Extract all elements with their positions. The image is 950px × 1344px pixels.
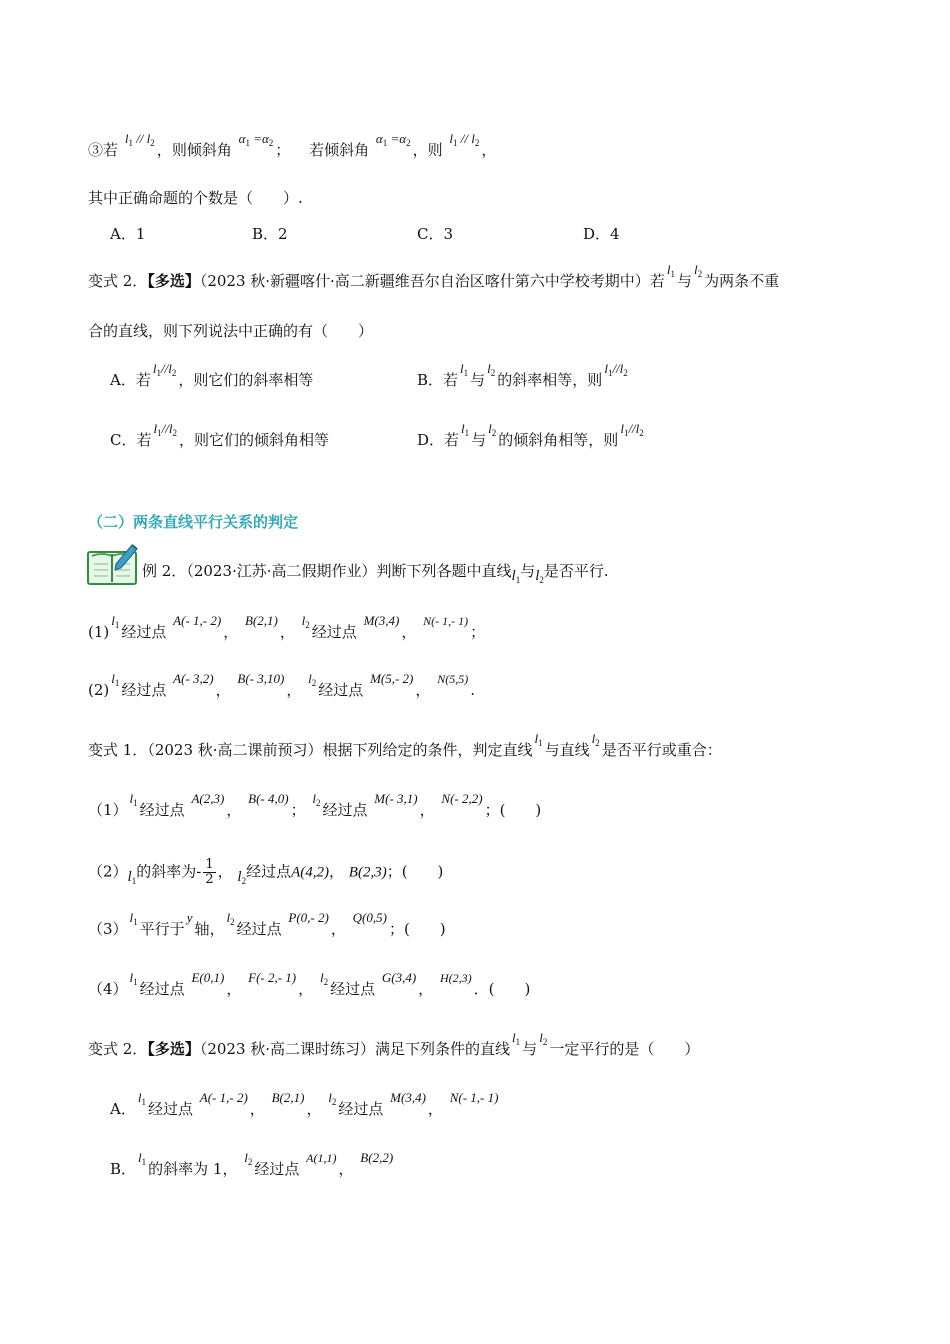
math-l1-parallel-l2: $l_1//l_2$ xyxy=(604,361,628,378)
point-a: A(- 1,- 2) xyxy=(173,613,222,628)
point-m: M(3,4) xyxy=(363,613,400,628)
answer-blank: ．( ) xyxy=(473,980,531,998)
v2b-option-a: A．$l_1$ 经过点 A(- 1,- 2)， B(2,1)， $l_2$ 经过点 M(3,4)， N(- 1,- 1) xyxy=(110,1090,499,1118)
text-tail: 为两条不重 xyxy=(704,272,780,290)
variant-text: （2023 秋·高二课时练习）满足下列条件的直线 xyxy=(199,1040,511,1058)
option-c: C．3 xyxy=(417,225,454,243)
math-l2: $l_2$ xyxy=(535,568,544,585)
point-g: G(3,4) xyxy=(381,970,417,985)
math-l2: $l_2$ xyxy=(226,910,235,927)
text-then: 则 xyxy=(427,141,443,159)
math-l1-parallel-l2: $l_1//l_2$ xyxy=(153,421,177,438)
math-l1-parallel-l2: $l_1 // l_2$ xyxy=(124,131,155,148)
point-n: N(- 2,2) xyxy=(441,791,483,806)
math-l1: $l_1$ xyxy=(461,421,470,438)
variant2-header xyxy=(88,262,780,297)
fraction-one-half: $\frac{1}{2}$ xyxy=(205,857,214,887)
math-l2: $l_2$ xyxy=(237,868,247,886)
text-yu: 与 xyxy=(522,1040,538,1058)
variant-label: 变式 1． xyxy=(88,741,148,759)
point-b: B(2,3) xyxy=(348,864,387,881)
text-yu: 与 xyxy=(676,272,692,290)
math-l2: $l_2$ xyxy=(312,791,321,808)
point-m: M(3,4) xyxy=(390,1090,426,1105)
math-l1: $l_1$ xyxy=(666,262,675,279)
text-tail: 是否平行. xyxy=(543,562,609,580)
text-ruo: 若 xyxy=(103,141,119,159)
point-a: A(4,2) xyxy=(291,864,329,881)
math-l1: $l_1$ xyxy=(460,361,469,378)
point-b: B(2,2) xyxy=(360,1150,394,1165)
point-q: Q(0,5) xyxy=(352,910,387,925)
math-l1: $l_1$ xyxy=(129,970,138,987)
math-l2: $l_2$ xyxy=(693,262,703,279)
math-l2: $l_2$ xyxy=(591,731,600,748)
math-l1-parallel-l2: $l_1//l_2$ xyxy=(620,421,644,438)
variant-label: 变式 2． xyxy=(88,272,148,290)
option-d: D．4 xyxy=(583,225,620,243)
comma: ， xyxy=(412,141,428,159)
variant2-line2: 合的直线，则下列说法中正确的有（ ） xyxy=(88,322,374,340)
comma: ， xyxy=(156,141,172,159)
math-l1: $l_1$ xyxy=(534,731,543,748)
point-n: N(- 1,- 1) xyxy=(449,1090,499,1105)
answer-blank: ；( ) xyxy=(388,920,446,938)
variant1-q4: $(4)l_1$ 经过点 E(0,1)， F(- 2,- 1)， $l_2$ 经过点 G(3,4)， $^{H(2,3)}$．( ) xyxy=(88,970,531,998)
point-h: H(2,3) xyxy=(439,971,472,985)
math-l2: $l_2$ xyxy=(487,361,496,378)
answer-blank: ；( ) xyxy=(484,801,542,819)
answer-blank: ；( ) xyxy=(386,862,444,881)
math-l2: $l_2$ xyxy=(328,1090,337,1107)
math-l2: $l_2$ xyxy=(319,970,329,987)
variant1-header xyxy=(88,731,722,766)
text-yu: 与直线 xyxy=(544,741,590,759)
math-l1: $l_1$ xyxy=(127,868,137,886)
math-l1: $l_1$ xyxy=(138,1150,147,1167)
math-l1-parallel-l2: $l_1//l_2$ xyxy=(152,361,177,378)
v2b-option-b: B．$l_1$ 的斜率为 1， $l_2$ 经过点 $^{A(1,1)}$， B(2,2) xyxy=(110,1150,394,1178)
variant-label: 变式 2． xyxy=(88,1040,148,1058)
point-b: B(- 3,10) xyxy=(237,671,285,686)
text-yu: 与 xyxy=(520,562,536,580)
math-l1: $l_1$ xyxy=(511,568,521,585)
multi-choice-tag: 【多选】 xyxy=(147,1040,200,1058)
math-l1-parallel-l2-2: $l_1 // l_2$ xyxy=(449,131,480,148)
book-pencil-icon xyxy=(86,542,140,586)
option-b: B．2 xyxy=(252,225,288,243)
example-text: （2023·江苏·高二假期作业）判断下列各题中直线 xyxy=(186,562,512,580)
comma: ， xyxy=(481,141,497,159)
option-a: A．1 xyxy=(110,225,146,243)
multi-choice-tag: 【多选】 xyxy=(147,272,200,290)
point-e: E(0,1) xyxy=(191,970,225,985)
source-text: （2023 秋·新疆喀什·高二新疆维吾尔自治区喀什第六中学校考期中）若 xyxy=(199,272,665,290)
point-a: A(- 3,2) xyxy=(173,671,214,686)
text-then-angle: 则倾斜角 xyxy=(171,141,232,159)
example2-part1: $(1)l_1$ 经过点 A(- 1,- 2)， B(2,1)， $l_2$ 经过点 M(3,4)， $^{N(- 1,- 1)}$； xyxy=(88,613,486,641)
math-l1: $l_1$ xyxy=(129,791,138,808)
math-alpha-eq-2: $\alpha_1 =\alpha_2$ xyxy=(375,131,411,148)
math-l2: $l_2$ xyxy=(244,1150,253,1167)
example-label: 例 2． xyxy=(142,562,187,580)
math-l2: $l_2$ xyxy=(308,671,317,688)
variant1-q2: $(2)l_1$的斜率为- $\frac{1}{2}$ ， $l_2$经过点A(4,2)， B(2,3)；( ) xyxy=(88,857,444,887)
v2a-option-c: C．若$l_1//l_2$ ，则它们的倾斜角相等 xyxy=(110,421,329,449)
math-l2: $l_2$ xyxy=(301,613,310,630)
statement-3 xyxy=(88,131,497,166)
text-tail: 是否平行或重合： xyxy=(601,741,722,759)
point-a: A(1,1) xyxy=(306,1151,337,1165)
math-y: y xyxy=(186,910,193,925)
point-m: M(- 3,1) xyxy=(374,791,418,806)
math-l2: $l_2$ xyxy=(539,1030,548,1047)
example2-part2: $(2)l_1$ 经过点 A(- 3,2)， B(- 3,10)， $l_2$ 经过点 M(5,- 2)， $^{N(5,5)}$. xyxy=(88,671,475,699)
point-a: A(- 1,- 2) xyxy=(199,1090,248,1105)
v2a-option-d: D．若$l_1$ 与$l_2$ 的倾斜角相等，则$l_1//l_2$ xyxy=(417,421,644,449)
example2-header xyxy=(142,560,609,587)
point-p: P(0,- 2) xyxy=(288,910,329,925)
point-b: B(2,1) xyxy=(244,613,278,628)
math-l2: $l_2$ xyxy=(488,421,497,438)
math-alpha-eq: $\alpha_1 =\alpha_2$ xyxy=(238,131,274,148)
variant-text: （2023 秋·高二课前预习）根据下列给定的条件，判定直线 xyxy=(147,741,533,759)
variant1-q3: $(3)l_1$ 平行于y轴，$l_2$ 经过点 P(0,- 2)， Q(0,5)；( ) xyxy=(88,910,446,938)
point-a: A(2,3) xyxy=(191,791,225,806)
point-f: F(- 2,- 1) xyxy=(248,970,297,985)
point-n: N(- 1,- 1) xyxy=(423,614,469,628)
text-tail: 一定平行的是（ ） xyxy=(549,1040,700,1058)
point-b: B(- 4,0) xyxy=(248,791,289,806)
point-m: M(5,- 2) xyxy=(370,671,414,686)
question-text: 其中正确命题的个数是（ ）. xyxy=(88,189,303,207)
text-if-angle: 若倾斜角 xyxy=(309,141,370,159)
math-l1: $l_1$ xyxy=(137,1090,146,1107)
math-l1: $l_1$ xyxy=(129,910,138,927)
math-l1: $l_1$ xyxy=(111,613,120,630)
v2a-option-b: B．若$l_1$ 与$l_2$ 的斜率相等，则$l_1//l_2$ xyxy=(417,361,628,389)
variant2b-header xyxy=(88,1030,700,1065)
point-b: B(2,1) xyxy=(271,1090,305,1105)
math-l1: $l_1$ xyxy=(512,1030,521,1047)
circled-number: ③ xyxy=(88,141,104,159)
semicolon: ； xyxy=(275,141,291,159)
math-l1: $l_1$ xyxy=(111,671,120,688)
v2a-option-a: A．若$l_1//l_2$ ，则它们的斜率相等 xyxy=(110,361,314,389)
section-heading: （二）两条直线平行关系的判定 xyxy=(88,513,299,531)
point-n: N(5,5) xyxy=(437,672,469,686)
variant1-q1: $(1)l_1$ 经过点 A(2,3)， B(- 4,0)； $l_2$ 经过点 M(- 3,1)， N(- 2,2)；( ) xyxy=(88,791,542,819)
